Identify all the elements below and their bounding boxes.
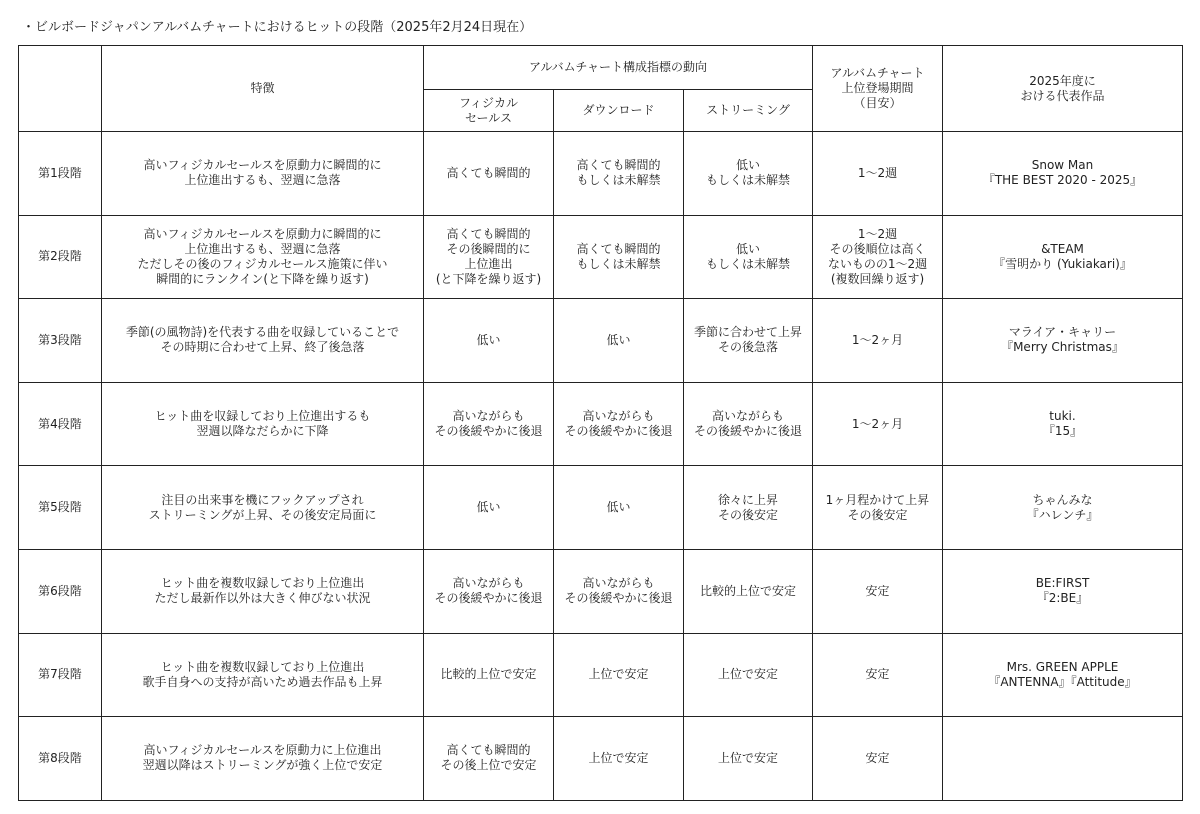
period-cell: 安定 xyxy=(813,717,943,801)
work-cell xyxy=(943,717,1183,801)
streaming-cell: 上位で安定 xyxy=(684,717,813,801)
physical-cell: 高いながらも その後緩やかに後退 xyxy=(424,382,554,466)
period-cell: 安定 xyxy=(813,633,943,717)
header-streaming: ストリーミング xyxy=(684,90,813,132)
stage-cell: 第8段階 xyxy=(19,717,102,801)
physical-cell: 比較的上位で安定 xyxy=(424,633,554,717)
feature-cell: 高いフィジカルセールスを原動力に瞬間的に 上位進出するも、翌週に急落 xyxy=(102,132,424,216)
header-feature: 特徴 xyxy=(102,46,424,132)
feature-cell: ヒット曲を複数収録しており上位進出 ただし最新作以外は大きく伸びない状況 xyxy=(102,549,424,633)
stage-cell: 第2段階 xyxy=(19,215,102,299)
streaming-cell: 高いながらも その後緩やかに後退 xyxy=(684,382,813,466)
period-cell: 1～2週 その後順位は高く ないものの1～2週 (複数回繰り返す) xyxy=(813,215,943,299)
table-row xyxy=(19,215,1183,299)
stage-cell: 第5段階 xyxy=(19,466,102,550)
feature-cell: 高いフィジカルセールスを原動力に上位進出 翌週以降はストリーミングが強く上位で安定 xyxy=(102,717,424,801)
period-cell: 安定 xyxy=(813,549,943,633)
stage-cell: 第1段階 xyxy=(19,132,102,216)
table-row xyxy=(19,466,1183,550)
physical-cell: 高くても瞬間的 その後瞬間的に 上位進出 (と下降を繰り返す) xyxy=(424,215,554,299)
download-cell: 高くても瞬間的 もしくは未解禁 xyxy=(554,132,684,216)
table-row xyxy=(19,132,1183,216)
table-row xyxy=(19,382,1183,466)
physical-cell: 高いながらも その後緩やかに後退 xyxy=(424,549,554,633)
stage-cell: 第4段階 xyxy=(19,382,102,466)
work-cell: Snow Man 『THE BEST 2020 - 2025』 xyxy=(943,132,1183,216)
feature-cell: 季節(の風物詩)を代表する曲を収録していることで その時期に合わせて上昇、終了後急落 xyxy=(102,299,424,383)
download-cell: 高いながらも その後緩やかに後退 xyxy=(554,382,684,466)
period-cell: 1～2ヶ月 xyxy=(813,382,943,466)
physical-cell: 低い xyxy=(424,299,554,383)
physical-cell: 高くても瞬間的 xyxy=(424,132,554,216)
work-cell: Mrs. GREEN APPLE 『ANTENNA』『Attitude』 xyxy=(943,633,1183,717)
table-row xyxy=(19,299,1183,383)
physical-cell: 高くても瞬間的 その後上位で安定 xyxy=(424,717,554,801)
table-row xyxy=(19,549,1183,633)
work-cell: tuki. 『15』 xyxy=(943,382,1183,466)
header-download: ダウンロード xyxy=(554,90,684,132)
period-cell: 1ヶ月程かけて上昇 その後安定 xyxy=(813,466,943,550)
period-cell: 1～2ヶ月 xyxy=(813,299,943,383)
header-physical: フィジカル セールス xyxy=(424,90,554,132)
page-caption: ・ビルボードジャパンアルバムチャートにおけるヒットの段階（2025年2月24日現在） xyxy=(22,20,533,35)
hit-stage-table xyxy=(18,45,1183,801)
stage-cell: 第3段階 xyxy=(19,299,102,383)
feature-cell: ヒット曲を複数収録しており上位進出 歌手自身への支持が高いため過去作品も上昇 xyxy=(102,633,424,717)
streaming-cell: 季節に合わせて上昇 その後急落 xyxy=(684,299,813,383)
streaming-cell: 低い もしくは未解禁 xyxy=(684,132,813,216)
stage-cell: 第7段階 xyxy=(19,633,102,717)
header-representative: 2025年度に おける代表作品 xyxy=(943,46,1183,132)
streaming-cell: 上位で安定 xyxy=(684,633,813,717)
download-cell: 上位で安定 xyxy=(554,717,684,801)
streaming-cell: 比較的上位で安定 xyxy=(684,549,813,633)
feature-cell: 注目の出来事を機にフックアップされ ストリーミングが上昇、その後安定局面に xyxy=(102,466,424,550)
download-cell: 低い xyxy=(554,299,684,383)
feature-cell: 高いフィジカルセールスを原動力に瞬間的に 上位進出するも、翌週に急落 ただしその後のフィジカルセールス施策に伴い 瞬間的にランクイン(と下降を繰り返す) xyxy=(102,215,424,299)
work-cell: &TEAM 『雪明かり (Yukiakari)』 xyxy=(943,215,1183,299)
work-cell: BE:FIRST 『2:BE』 xyxy=(943,549,1183,633)
header-period: アルバムチャート 上位登場期間 （目安） xyxy=(813,46,943,132)
download-cell: 上位で安定 xyxy=(554,633,684,717)
feature-cell: ヒット曲を収録しており上位進出するも 翌週以降なだらかに下降 xyxy=(102,382,424,466)
streaming-cell: 低い もしくは未解禁 xyxy=(684,215,813,299)
download-cell: 高いながらも その後緩やかに後退 xyxy=(554,549,684,633)
download-cell: 低い xyxy=(554,466,684,550)
header-indicators: アルバムチャート構成指標の動向 xyxy=(424,46,813,90)
header-stage xyxy=(19,46,102,132)
period-cell: 1～2週 xyxy=(813,132,943,216)
table-row xyxy=(19,633,1183,717)
stage-cell: 第6段階 xyxy=(19,549,102,633)
work-cell: ちゃんみな 『ハレンチ』 xyxy=(943,466,1183,550)
table-row xyxy=(19,717,1183,801)
streaming-cell: 徐々に上昇 その後安定 xyxy=(684,466,813,550)
physical-cell: 低い xyxy=(424,466,554,550)
work-cell: マライア・キャリー 『Merry Christmas』 xyxy=(943,299,1183,383)
download-cell: 高くても瞬間的 もしくは未解禁 xyxy=(554,215,684,299)
